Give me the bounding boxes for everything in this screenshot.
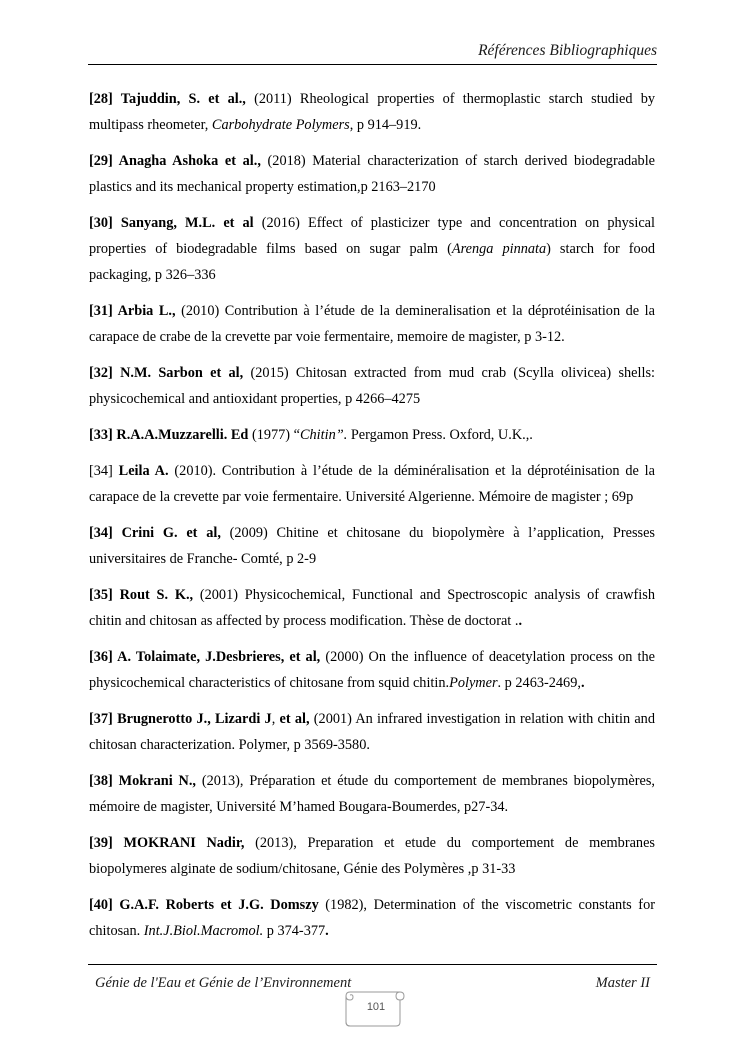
reference-authors: Arbia L.,	[117, 303, 176, 319]
footer-rule	[88, 964, 657, 965]
reference-authors: Sanyang, M.L. et al	[120, 215, 254, 231]
reference-29: [29] Anagha Ashoka et al., (2018) Material characterization of starch derived biodegradable plastics and its mechanical property estimation,p 2163–2170	[89, 153, 656, 195]
footer-program: Génie de l'Eau et Génie de l’Environnement	[95, 975, 352, 991]
journal-title: Carbohydrate Polymers	[211, 117, 350, 133]
reference-list	[89, 86, 655, 954]
reference-number: [37]	[89, 711, 118, 727]
reference-number: [32]	[89, 365, 121, 381]
reference-authors: Mokrani N.,	[118, 773, 196, 789]
reference-number: [35]	[89, 587, 120, 603]
reference-33: [33] R.A.A.Muzzarelli. Ed (1977) “Chitin”. Pergamon Press. Oxford, U.K.,.	[89, 427, 533, 443]
reference-authors: Anagha Ashoka et al.,	[118, 153, 261, 169]
page-number: 101	[366, 1001, 386, 1013]
reference-number: [39]	[89, 835, 124, 851]
reference-number: [40]	[89, 897, 120, 913]
reference-authors: Tajuddin, S. et al.,	[120, 91, 246, 107]
reference-30: [30] Sanyang, M.L. et al (2016) Effect of plasticizer type and concentration on physical properties of biodegradable films based on sugar palm (Arenga pinnata) starch for food packaging, p 326–336	[89, 215, 656, 283]
reference-authors: Leila A.	[118, 463, 169, 479]
reference-number: [29]	[89, 153, 119, 169]
reference-authors: A. Tolaimate, J.Desbrieres, et al,	[117, 649, 321, 665]
reference-34b: [34] Crini G. et al, (2009) Chitine et chitosane du biopolymère à l’application, Presses universitaires de Franche- Comté, p 2-9	[89, 525, 655, 567]
reference-number: [31]	[89, 303, 118, 319]
reference-number: [38]	[89, 773, 119, 789]
reference-number: [36]	[89, 649, 118, 665]
reference-37: [37] Brugnerotto J., Lizardi J, et al, (2001) An infrared investigation in relation with chitin and chitosan characterization. Polymer, p 3569-3580.	[89, 711, 655, 753]
reference-authors: Brugnerotto J., Lizardi J	[117, 711, 272, 727]
reference-31: [31] Arbia L., (2010) Contribution à l’étude de la demineralisation et la déprotéinisation de la carapace de crabe de la crevette par voie fermentaire, memoire de magister, p 3-12.	[89, 303, 655, 345]
footer-degree: Master II	[595, 975, 650, 991]
reference-authors-etal: et al,	[279, 711, 310, 727]
reference-34a: [34] Leila A. (2010). Contribution à l’étude de la déminéralisation et la déprotéinisation de la carapace de la crevette par voie fermentaire. Université Algerienne. Mémoire de magister ; 69p	[89, 463, 655, 505]
header-title: Références Bibliographiques	[478, 42, 657, 59]
reference-39: [39] MOKRANI Nadir, (2013), Preparation et etude du comportement de membranes biopolymeres alginate de sodium/chitosane, Génie des Polymères ,p 31-33	[89, 835, 655, 877]
reference-number: [30]	[89, 215, 121, 231]
book-title: Chitin”.	[300, 427, 348, 443]
reference-authors: MOKRANI Nadir,	[123, 835, 245, 851]
reference-authors: R.A.A.Muzzarelli. Ed	[116, 427, 249, 443]
reference-40: [40] G.A.F. Roberts et J.G. Domszy (1982), Determination of the viscometric constants for chitosan. Int.J.Biol.Macromol. p 374-377.	[89, 897, 655, 939]
reference-32: [32] N.M. Sarbon et al, (2015) Chitosan extracted from mud crab (Scylla olivicea) shells: physicochemical and antioxidant properties, p 4266–4275	[89, 365, 655, 407]
reference-number: [34]	[89, 463, 119, 479]
species-name: Arenga pinnata	[451, 241, 547, 257]
reference-authors: N.M. Sarbon et al,	[120, 365, 244, 381]
reference-authors: Rout S. K.,	[119, 587, 194, 603]
reference-28: [28] Tajuddin, S. et al., (2011) Rheological properties of thermoplastic starch studied by multipass rheometer, Carbohydrate Polymers, p 914–919.	[89, 91, 656, 133]
reference-authors: G.A.F. Roberts et J.G. Domszy	[119, 897, 319, 913]
header-rule	[88, 64, 657, 65]
reference-number: [33]	[89, 427, 117, 443]
reference-authors: Crini G. et al,	[121, 525, 221, 541]
reference-35: [35] Rout S. K., (2001) Physicochemical, Functional and Spectroscopic analysis of crawfish chitin and chitosan as affected by process modification. Thèse de doctorat ..	[89, 587, 655, 629]
reference-number: [34]	[89, 525, 122, 541]
reference-36: [36] A. Tolaimate, J.Desbrieres, et al, (2000) On the influence of deacetylation process on the physicochemical characteristics of chitosane from squid chitin.Polymer. p 2463-2469,.	[89, 649, 656, 691]
reference-38: [38] Mokrani N., (2013), Préparation et étude du comportement de membranes biopolymères, mémoire de magister, Université M’hamed Bougara-Boumerdes, p27-34.	[89, 773, 655, 815]
journal-title: Int.J.Biol.Macromol.	[143, 923, 264, 939]
journal-title: Polymer	[449, 675, 498, 691]
reference-number: [28]	[89, 91, 121, 107]
